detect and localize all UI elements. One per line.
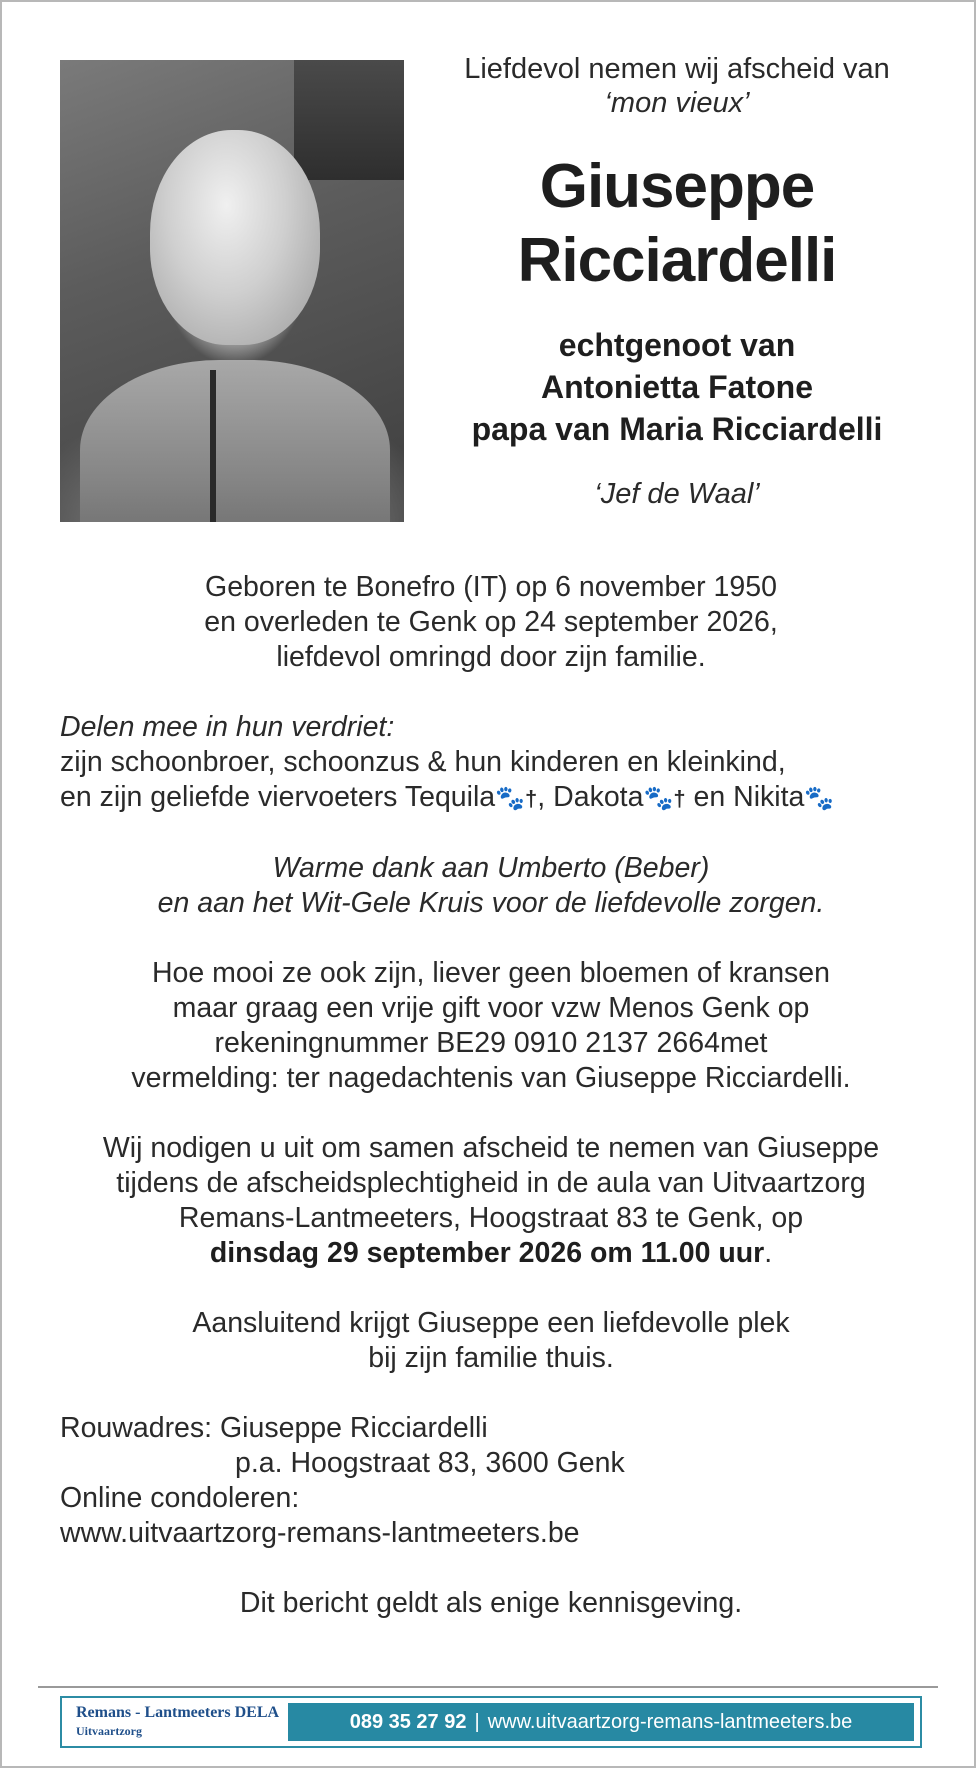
condolence-link[interactable]: www.uitvaartzorg-remans-lantmeeters.be	[60, 1517, 580, 1549]
text-line: rekeningnummer BE29 0910 2137 2664met	[214, 1027, 768, 1059]
text-line: bij zijn familie thuis.	[368, 1342, 614, 1374]
text-line: zijn schoonbroer, schoonzus & hun kinderen en kleinkind,	[60, 746, 786, 778]
after-paragraph	[60, 1306, 922, 1376]
alias: ‘Jef de Waal’	[594, 478, 760, 510]
phone-number[interactable]: 089 35 27 92	[349, 1710, 467, 1733]
obituary-body	[60, 570, 922, 1656]
pet-name: en Nikita	[685, 781, 805, 813]
text-line: Geboren te Bonefro (IT) op 6 november 1950	[205, 571, 777, 603]
pet-name: , Dakota	[537, 781, 644, 813]
condolence-label: Online condoleren:	[60, 1482, 300, 1514]
relations	[432, 324, 922, 450]
text-line: liefdevol omringd door zijn familie.	[276, 641, 706, 673]
mourning-address: p.a. Hoogstraat 83, 3600 Genk	[235, 1447, 625, 1479]
grief-heading: Delen mee in hun verdriet:	[60, 711, 395, 743]
brand-name: Remans - Lantmeeters DELA	[76, 1704, 280, 1721]
contact-bar	[288, 1703, 914, 1741]
relation-line: papa van Maria Ricciardelli	[471, 411, 883, 447]
text-line: en aan het Wit-Gele Kruis voor de liefdevolle zorgen.	[157, 887, 825, 919]
text-line: Hoe mooi ze ook zijn, liever geen bloemen of kransen	[151, 957, 831, 989]
first-name: Giuseppe	[539, 152, 815, 221]
notice: Dit bericht geldt als enige kennisgeving.	[239, 1587, 743, 1619]
relation-line: Antonietta Fatone	[541, 369, 813, 405]
ceremony-paragraph	[60, 1131, 922, 1271]
grief-paragraph	[60, 710, 922, 816]
separator: |	[474, 1710, 480, 1733]
paw-icon: 🐾	[804, 785, 835, 812]
pets-prefix: en zijn geliefde viervoeters Tequila	[60, 781, 496, 813]
footer-banner	[60, 1696, 922, 1748]
thanks-paragraph	[60, 851, 922, 921]
intro-line: Liefdevol nemen wij afscheid van	[464, 53, 890, 85]
text-line: Warme dank aan Umberto (Beber)	[272, 852, 710, 884]
birth-paragraph	[60, 570, 922, 675]
deceased-name	[432, 150, 922, 298]
portrait-photo	[60, 60, 404, 522]
ceremony-date-line	[60, 1236, 922, 1271]
nickname: ‘mon vieux’	[604, 87, 750, 119]
paw-icon: 🐾	[495, 785, 526, 812]
text-line: maar graag een vrije gift voor vzw Menos Genk op	[172, 992, 810, 1024]
cross-icon: †	[525, 786, 538, 811]
text-line: en overleden te Genk op 24 september 2026,	[204, 606, 778, 638]
gift-paragraph	[60, 956, 922, 1096]
last-name: Ricciardelli	[517, 226, 837, 295]
intro	[432, 52, 922, 120]
date-suffix: .	[764, 1237, 773, 1269]
footer-divider	[38, 1686, 938, 1688]
text-line: vermelding: ter nagedachtenis van Giuseppe Ricciardelli.	[131, 1062, 851, 1094]
text-line: tijdens de afscheidsplechtigheid in de aula van Uitvaartzorg	[116, 1167, 866, 1199]
website-link[interactable]: www.uitvaartzorg-remans-lantmeeters.be	[487, 1710, 853, 1733]
address-paragraph	[60, 1411, 922, 1551]
header-column	[432, 52, 922, 511]
mourning-address-label: Rouwadres: Giuseppe Ricciardelli	[60, 1412, 488, 1444]
text-line: Remans-Lantmeeters, Hoogstraat 83 te Genk, op	[178, 1202, 804, 1234]
cross-icon: †	[673, 786, 686, 811]
funeral-home-logo	[76, 1704, 279, 1739]
paw-icon: 🐾	[643, 785, 674, 812]
text-line: Aansluitend krijgt Giuseppe een liefdevolle plek	[192, 1307, 790, 1339]
text-line: Wij nodigen u uit om samen afscheid te nemen van Giuseppe	[102, 1132, 880, 1164]
relation-line: echtgenoot van	[558, 327, 796, 363]
brand-sub: Uitvaartzorg	[76, 1724, 142, 1738]
ceremony-date: dinsdag 29 september 2026 om 11.00 uur	[209, 1237, 765, 1269]
pets-line	[60, 780, 922, 816]
